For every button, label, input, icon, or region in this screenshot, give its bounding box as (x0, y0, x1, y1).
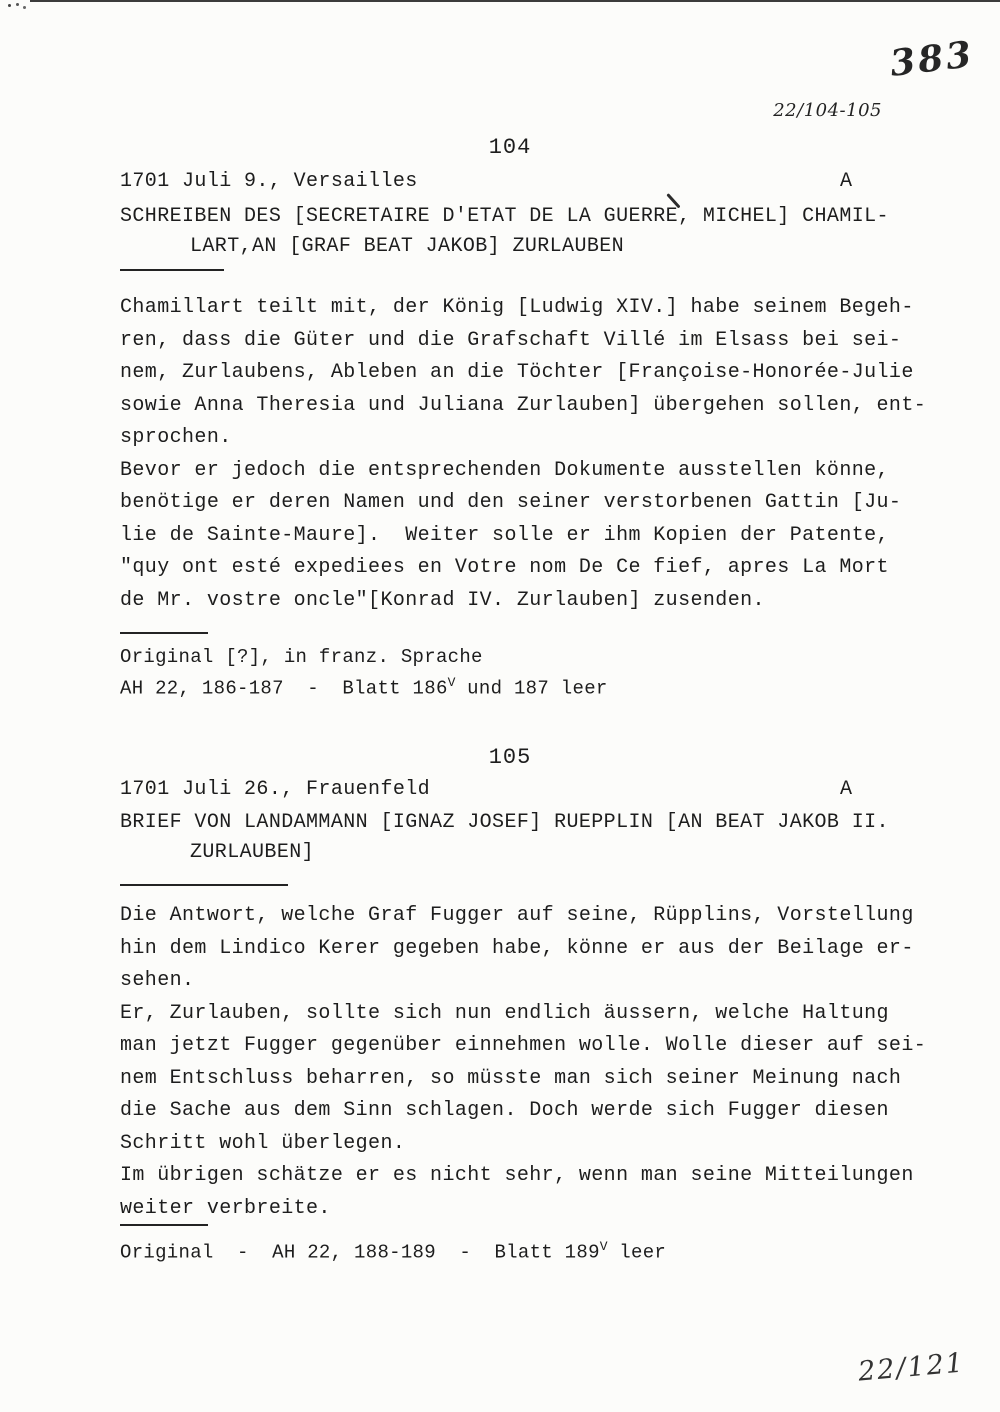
entry104-body-line: sprochen. (120, 426, 232, 449)
entry104-date-place (120, 170, 418, 193)
entry105-body-line: Im übrigen schätze er es nicht sehr, wenn man seine Mitteilungen (120, 1164, 914, 1187)
separator-rule (120, 632, 208, 634)
entry105-body-line: Er, Zurlauben, sollte sich nun endlich äussern, welche Haltung (120, 1001, 889, 1025)
entry105-body-line: nem Entschluss beharren, so müsste man sich seiner Meinung nach (120, 1066, 902, 1090)
entry104-body-line: Chamillart teilt mit, der König [Ludwig XIV.] habe seinem Begeh- (120, 296, 914, 319)
entry105-date-text: 1701 Juli 26., Frauenfeld (120, 778, 431, 801)
handwritten-page-number: 383 (887, 33, 977, 85)
entry105-body-line: Die Antwort, welche Graf Fugger auf seine, Rüpplins, Vorstellung (120, 904, 914, 927)
source-ref-text: Original - AH 22, 188-189 - Blatt 189 (120, 1241, 600, 1264)
entry104-title-line1: SCHREIBEN DES [SECRETAIRE D'ETAT DE LA GUERRE, MICHEL] CHAMIL- (120, 205, 889, 228)
entry105-date-place (120, 778, 430, 801)
entry104-title-line2: LART,AN [GRAF BEAT JAKOB] ZURLAUBEN (190, 235, 625, 258)
entry105-title-line1: BRIEF VON LANDAMMANN [IGNAZ JOSEF] RUEPPLIN [AN BEAT JAKOB II. (120, 811, 889, 834)
entry105-body-line: man jetzt Fugger gegenüber einnehmen wolle. Wolle dieser auf sei- (120, 1034, 927, 1057)
entry104-body-line: ren, dass die Güter und die Grafschaft Villé im Elsass bei sei- (120, 328, 902, 352)
entry105-title-line2: ZURLAUBEN] (190, 841, 315, 864)
scan-edge-line (30, 0, 1000, 2)
entry104-body-line: nem, Zurlaubens, Ableben an die Töchter [Françoise-Honorée-Julie (120, 361, 914, 384)
entry104-number: 104 (488, 135, 532, 160)
entry104-body-line: de Mr. vostre oncle"[Konrad IV. Zurlauben] zusenden. (120, 588, 765, 612)
entry105-body-line: sehen. (120, 969, 195, 992)
entry104-title (120, 202, 889, 262)
entry104-source-line2 (120, 670, 608, 701)
source-ref-text: und 187 leer (455, 677, 608, 700)
entry104-body-line: benötige er deren Namen und den seiner verstorbenen Gattin [Ju- (120, 491, 902, 514)
handwritten-annotation: 22/121 (856, 1347, 967, 1388)
entry105-body (120, 900, 926, 1225)
entry105-source-line (120, 1234, 666, 1265)
separator-rule (120, 884, 288, 886)
entry105-number: 105 (488, 745, 532, 770)
entry104-source (120, 644, 608, 701)
separator-rule (120, 1224, 208, 1226)
scan-artifact-dots (8, 4, 11, 7)
entry104-body-line: "quy ont esté expediees en Votre nom De Ce fief, apres La Mort (120, 556, 889, 579)
source-ref-text: AH 22, 186-187 - Blatt 186 (120, 677, 448, 700)
verso-superscript: V (599, 1239, 608, 1254)
entry104-date-text: 1701 Juli 9., Versailles (120, 170, 418, 193)
entry105-body-line: die Sache aus dem Sinn schlagen. Doch werde sich Fugger diesen (120, 1099, 889, 1122)
entry105-body-line: hin dem Lindico Kerer gegeben habe, könne er aus der Beilage er- (120, 936, 914, 960)
verso-superscript: V (447, 675, 456, 690)
entry105-marker-a: A (840, 778, 853, 801)
entry104-marker-a: A (840, 170, 853, 193)
separator-rule (120, 269, 224, 271)
entry104-body-line: sowie Anna Theresia und Juliana Zurlauben] übergehen sollen, ent- (120, 393, 927, 417)
entry104-source-line1: Original [?], in franz. Sprache (120, 646, 483, 668)
source-ref-text: leer (607, 1241, 667, 1264)
entry105-body-line: Schritt wohl überlegen. (120, 1131, 406, 1155)
entry104-body (120, 292, 926, 617)
entry105-body-line: weiter verbreite. (120, 1196, 331, 1220)
archive-reference: 22/104-105 (773, 100, 882, 121)
entry105-source (120, 1234, 666, 1265)
entry104-body-line: lie de Sainte-Maure]. Weiter solle er ihm Kopien der Patente, (120, 523, 889, 547)
entry104-body-line: Bevor er jedoch die entsprechenden Dokumente ausstellen könne, (120, 458, 889, 482)
entry105-title (120, 808, 889, 868)
